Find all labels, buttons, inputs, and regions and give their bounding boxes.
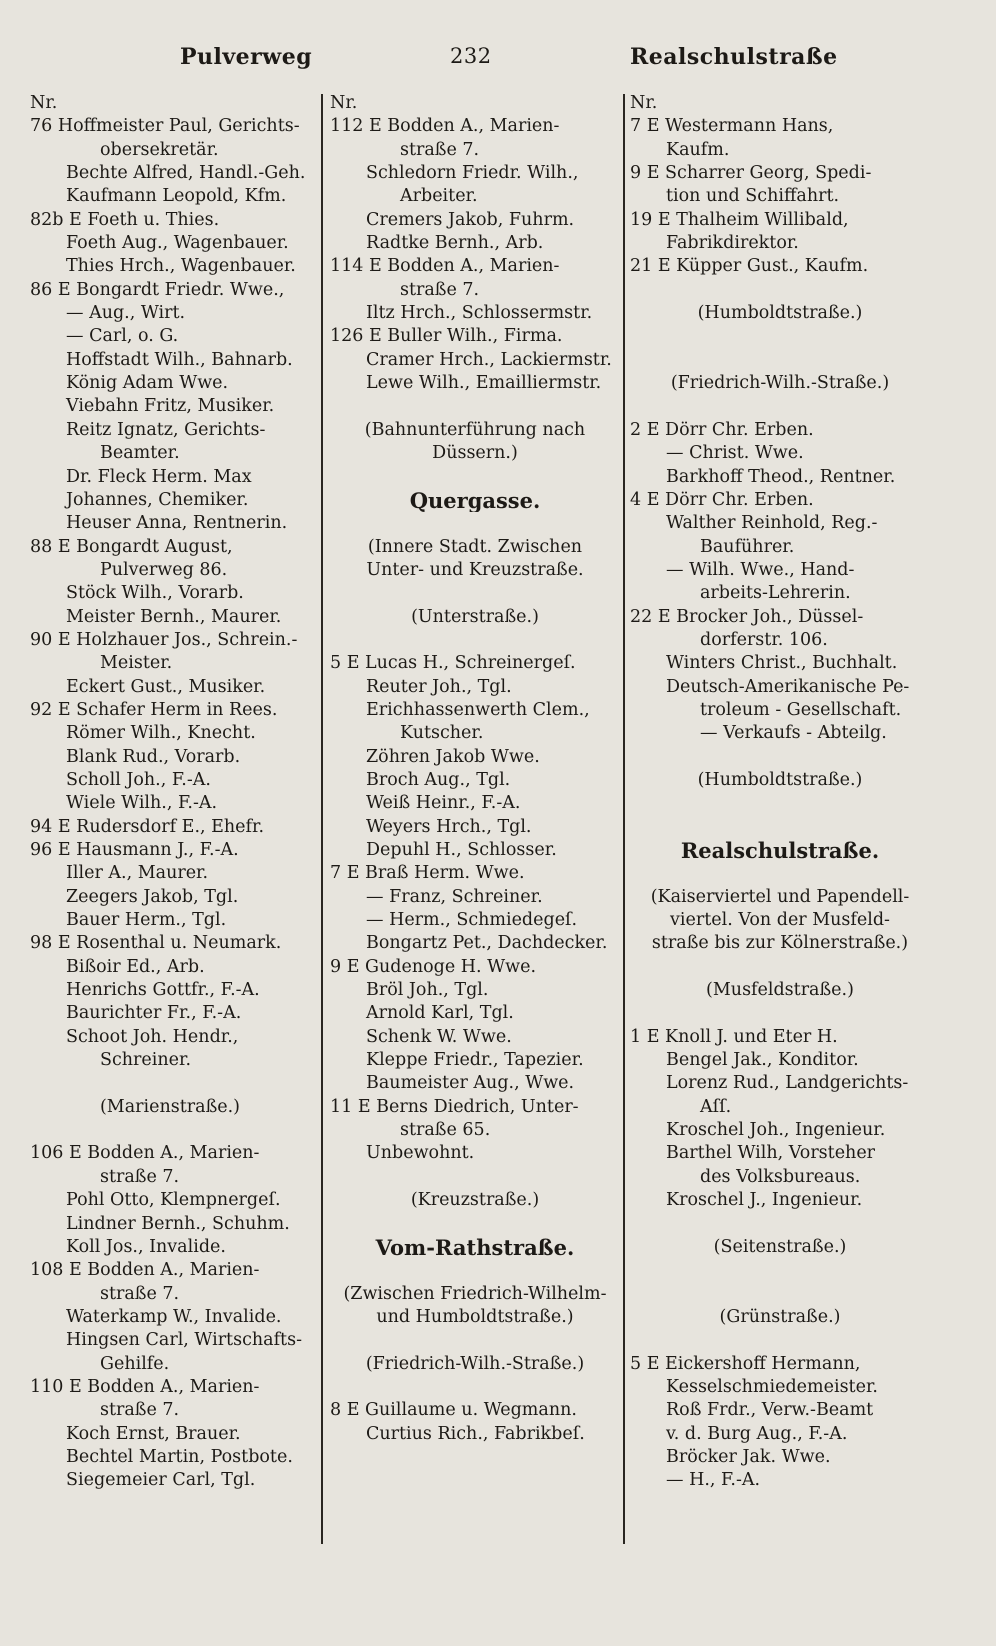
entry-line: Viebahn Fritz, Musiker. bbox=[66, 396, 275, 417]
entry-line: Siegemeier Carl, Tgl. bbox=[66, 1470, 256, 1491]
entry-line: des Volksbureaus. bbox=[700, 1166, 861, 1187]
street-heading: Realschulstraße. bbox=[680, 839, 880, 863]
entry-line: Radtke Bernh., Arb. bbox=[366, 233, 544, 254]
entry-line: Koch Ernst, Brauer. bbox=[66, 1423, 241, 1444]
column-right bbox=[630, 92, 930, 1493]
entry-line: Waterkamp W., Invalide. bbox=[66, 1306, 282, 1327]
entry-line: Foeth Aug., Wagenbauer. bbox=[66, 233, 289, 254]
entry-line: arbeits-Lehrerin. bbox=[700, 583, 851, 604]
entry-line: Bongartz Pet., Dachdecker. bbox=[366, 933, 608, 954]
cross-street-note: (Humboldtstraße.) bbox=[697, 769, 863, 790]
entry-line: dorferstr. 106. bbox=[700, 629, 828, 650]
entry-line: Nr. bbox=[30, 93, 58, 113]
entry-line: Lewe Wilh., Emailliermstr. bbox=[366, 373, 602, 394]
entry-line: Barthel Wilh, Vorsteher bbox=[666, 1143, 876, 1164]
entry-line: Bröl Joh., Tgl. bbox=[366, 980, 489, 1001]
entry-line: 86 E Bongardt Friedr. Wwe., bbox=[30, 279, 285, 300]
entry-line: Lindner Bernh., Schuhm. bbox=[66, 1213, 290, 1234]
cross-street-note: Unter- und Kreuzstraße. bbox=[366, 559, 584, 580]
entry-line: 90 E Holzhauer Jos., Schrein.- bbox=[30, 629, 298, 650]
entry-line: Kaufmann Leopold, Kfm. bbox=[66, 186, 287, 207]
entry-line: Nr. bbox=[630, 93, 658, 113]
entry-line: Bauer Herm., Tgl. bbox=[66, 910, 227, 931]
entry-line: Bauführer. bbox=[700, 536, 795, 557]
entry-line: — H., F.-A. bbox=[666, 1470, 761, 1491]
entry-line: 22 E Brocker Joh., Düssel- bbox=[630, 606, 864, 627]
entry-line: 96 E Hausmann J., F.-A. bbox=[30, 840, 239, 860]
entry-line: Koll Jos., Invalide. bbox=[66, 1236, 226, 1257]
entry-line: Roß Frdr., Verw.-Beamt bbox=[666, 1400, 874, 1421]
entry-line: Blank Rud., Vorarb. bbox=[66, 746, 241, 767]
cross-street-note: straße bis zur Kölnerstraße.) bbox=[651, 933, 909, 954]
entry-line: — Verkaufs - Abteilg. bbox=[700, 723, 887, 744]
entry-line: v. d. Burg Aug., F.-A. bbox=[666, 1423, 848, 1444]
entry-line bbox=[330, 466, 620, 489]
entry-line: Bechte Alfred, Handl.-Geh. bbox=[66, 163, 306, 184]
entry-line: Baumeister Aug., Wwe. bbox=[366, 1073, 575, 1094]
cross-street-note: (Humboldtstraße.) bbox=[697, 303, 863, 324]
entry-line: 5 E Lucas H., Schreinergeſ. bbox=[330, 653, 576, 674]
entry-line: 112 E Bodden A., Marien- bbox=[330, 116, 560, 137]
entry-line bbox=[630, 792, 930, 815]
column-left bbox=[30, 92, 310, 1493]
entry-line: Reuter Joh., Tgl. bbox=[366, 676, 512, 697]
entry-line: Kutscher. bbox=[400, 723, 484, 744]
entry-line: Römer Wilh., Knecht. bbox=[66, 723, 256, 744]
street-heading: Quergasse. bbox=[409, 488, 541, 513]
entry-line: Hingsen Carl, Wirtschafts- bbox=[66, 1330, 302, 1351]
entry-line: — Aug., Wirt. bbox=[66, 303, 186, 324]
entry-line: Iller A., Maurer. bbox=[66, 863, 209, 884]
entry-line: Pulverweg 86. bbox=[100, 559, 228, 580]
entry-line bbox=[630, 862, 930, 885]
entry-line: Hoffstadt Wilh., Bahnarb. bbox=[66, 349, 293, 370]
entry-line: 7 E Westermann Hans, bbox=[630, 116, 834, 137]
entry-line: — Franz, Schreiner. bbox=[366, 886, 543, 907]
entry-line: Kaufm. bbox=[666, 139, 730, 160]
entry-line: 114 E Bodden A., Marien- bbox=[330, 256, 560, 277]
entry-line bbox=[630, 956, 930, 979]
entry-line: Broch Aug., Tgl. bbox=[366, 769, 511, 790]
entry-line: 2 E Dörr Chr. Erben. bbox=[630, 419, 814, 440]
entry-line: König Adam Wwe. bbox=[66, 373, 229, 394]
entry-line: Henrichs Gottfr., F.-A. bbox=[66, 980, 260, 1001]
entry-line: troleum - Gesellschaft. bbox=[700, 699, 902, 720]
entry-line bbox=[630, 1329, 930, 1352]
entry-line: 88 E Bongardt August, bbox=[30, 536, 233, 557]
cross-street-note: (Zwischen Friedrich-Wilhelm- bbox=[343, 1283, 607, 1304]
entry-line bbox=[330, 582, 620, 605]
entry-line: Heuser Anna, Rentnerin. bbox=[66, 513, 288, 534]
entry-line bbox=[330, 512, 620, 535]
entry-line: Schenk W. Wwe. bbox=[366, 1026, 512, 1047]
entry-line: 110 E Bodden A., Marien- bbox=[30, 1376, 260, 1397]
entry-line: 126 E Buller Wilh., Firma. bbox=[330, 326, 563, 347]
entry-line: Schledorn Friedr. Wilh., bbox=[366, 163, 579, 184]
cross-street-note: viertel. Von der Musfeld- bbox=[670, 910, 890, 931]
entry-line: Arbeiter. bbox=[400, 186, 478, 207]
entry-line: straße 7. bbox=[400, 139, 480, 160]
entry-line: Thies Hrch., Wagenbauer. bbox=[66, 256, 296, 277]
entry-line: Curtius Rich., Fabrikbeſ. bbox=[366, 1423, 585, 1444]
entry-line: 9 E Scharrer Georg, Spedi- bbox=[630, 163, 872, 184]
entry-line: Dr. Fleck Herm. Max bbox=[66, 466, 252, 487]
entry-line: Kroschel J., Ingenieur. bbox=[666, 1190, 863, 1211]
running-head-left: Pulverweg bbox=[180, 44, 313, 70]
entry-line: obersekretär. bbox=[100, 139, 219, 160]
cross-street-note: (Friedrich-Wilh.-Straße.) bbox=[670, 373, 890, 394]
entry-line: 9 E Gudenoge H. Wwe. bbox=[330, 956, 537, 977]
entry-line: Arnold Karl, Tgl. bbox=[366, 1003, 514, 1024]
entry-line: 76 Hoffmeister Paul, Gerichts- bbox=[30, 116, 300, 137]
entry-line: Weyers Hrch., Tgl. bbox=[366, 816, 532, 837]
street-heading: Vom-Rathstraße. bbox=[375, 1235, 575, 1260]
entry-line: 108 E Bodden A., Marien- bbox=[30, 1260, 260, 1281]
entry-line: 7 E Braß Herm. Wwe. bbox=[330, 863, 525, 884]
column-divider bbox=[321, 94, 323, 1544]
entry-line bbox=[330, 1213, 620, 1236]
entry-line: Zeegers Jakob, Tgl. bbox=[66, 886, 239, 907]
entry-line: Meister Bernh., Maurer. bbox=[66, 606, 282, 627]
cross-street-note: (Friedrich-Wilh.-Straße.) bbox=[365, 1353, 585, 1374]
entry-line: 21 E Küpper Gust., Kaufm. bbox=[630, 256, 869, 277]
running-head-right: Realschulstraße bbox=[630, 44, 838, 70]
entry-line: Bröcker Jak. Wwe. bbox=[666, 1446, 831, 1467]
cross-street-note: (Bahnunterführung nach bbox=[364, 419, 586, 440]
entry-line: — Carl, o. G. bbox=[66, 326, 179, 347]
entry-line: Pohl Otto, Klempnergeſ. bbox=[66, 1190, 281, 1211]
entry-line: Winters Christ., Buchhalt. bbox=[666, 653, 898, 674]
entry-line: straße 7. bbox=[400, 279, 480, 300]
entry-line bbox=[630, 816, 930, 839]
entry-line: 8 E Guillaume u. Wegmann. bbox=[330, 1400, 577, 1421]
entry-line bbox=[630, 349, 930, 372]
page-number: 232 bbox=[450, 44, 492, 68]
entry-line bbox=[630, 279, 930, 302]
entry-line: Bechtel Martin, Postbote. bbox=[66, 1446, 293, 1467]
entry-line: Wiele Wilh., F.-A. bbox=[66, 793, 218, 814]
entry-line: straße 7. bbox=[100, 1400, 180, 1421]
entry-line bbox=[630, 1259, 930, 1282]
entry-line: tion und Schiffahrt. bbox=[666, 186, 840, 207]
entry-line: Barkhoff Theod., Rentner. bbox=[666, 466, 896, 487]
cross-street-note: (Innere Stadt. Zwischen bbox=[367, 536, 583, 557]
entry-line: 98 E Rosenthal u. Neumark. bbox=[30, 933, 282, 954]
entry-line bbox=[630, 1213, 930, 1236]
entry-line: Depuhl H., Schlosser. bbox=[366, 840, 557, 860]
entry-line: Meister. bbox=[100, 653, 173, 674]
entry-line: Reitz Ignatz, Gerichts- bbox=[66, 419, 266, 440]
entry-line: Bißoir Ed., Arb. bbox=[66, 956, 205, 977]
entry-line: Aſſ. bbox=[700, 1096, 732, 1117]
entry-line: Zöhren Jakob Wwe. bbox=[366, 746, 540, 767]
entry-line: — Christ. Wwe. bbox=[666, 443, 804, 464]
entry-line: — Wilh. Wwe., Hand- bbox=[666, 559, 855, 580]
cross-street-note: Düssern.) bbox=[432, 443, 518, 464]
entry-line bbox=[630, 1283, 930, 1306]
entry-line bbox=[30, 1072, 310, 1095]
entry-line bbox=[330, 1329, 620, 1352]
column-middle bbox=[330, 92, 620, 1446]
entry-line: straße 7. bbox=[100, 1283, 180, 1304]
entry-line: 5 E Eickershoff Hermann, bbox=[630, 1353, 861, 1374]
entry-line: Cremers Jakob, Fuhrm. bbox=[366, 209, 575, 230]
entry-line: Scholl Joh., F.-A. bbox=[66, 769, 211, 790]
entry-line: 11 E Berns Diedrich, Unter- bbox=[330, 1096, 579, 1117]
entry-line: 19 E Thalheim Willibald, bbox=[630, 209, 849, 230]
entry-line: straße 65. bbox=[400, 1120, 491, 1141]
entry-line bbox=[330, 395, 620, 418]
entry-line: Walther Reinhold, Reg.- bbox=[666, 513, 878, 534]
entry-line: Kesselschmiedemeister. bbox=[666, 1376, 878, 1397]
entry-line: Nr. bbox=[330, 93, 358, 113]
entry-line: Iltz Hrch., Schlossermstr. bbox=[366, 303, 593, 324]
entry-line: Schreiner. bbox=[100, 1050, 192, 1071]
cross-street-note: (Kreuzstraße.) bbox=[410, 1190, 540, 1211]
entry-line: 94 E Rudersdorf E., Ehefr. bbox=[30, 816, 265, 837]
entry-line bbox=[630, 746, 930, 769]
entry-line: Stöck Wilh., Vorarb. bbox=[66, 583, 244, 604]
entry-line: Eckert Gust., Musiker. bbox=[66, 676, 266, 697]
entry-line bbox=[630, 395, 930, 418]
entry-line: 1 E Knoll J. und Eter H. bbox=[630, 1026, 838, 1047]
cross-street-note: (Kaiserviertel und Papendell- bbox=[650, 886, 910, 907]
entry-line: Lorenz Rud., Landgerichts- bbox=[666, 1073, 909, 1094]
entry-line: Beamter. bbox=[100, 443, 180, 464]
entry-line bbox=[330, 629, 620, 652]
cross-street-note: (Marienstraße.) bbox=[99, 1096, 241, 1117]
entry-line bbox=[330, 1166, 620, 1189]
entry-line bbox=[330, 1376, 620, 1399]
cross-street-note: und Humboldtstraße.) bbox=[376, 1306, 574, 1327]
cross-street-note: (Seitenstraße.) bbox=[713, 1236, 847, 1257]
cross-street-note: (Grünstraße.) bbox=[719, 1306, 841, 1327]
entry-line: Weiß Heinr., F.-A. bbox=[366, 793, 521, 814]
entry-line: 106 E Bodden A., Marien- bbox=[30, 1143, 260, 1164]
entry-line bbox=[30, 1119, 310, 1142]
entry-line: Kleppe Friedr., Tapezier. bbox=[366, 1050, 584, 1071]
entry-line: — Herm., Schmiedegeſ. bbox=[366, 910, 578, 931]
entry-line: 82b E Foeth u. Thies. bbox=[30, 209, 220, 230]
cross-street-note: (Unterstraße.) bbox=[411, 606, 539, 627]
entry-line: Deutsch-Amerikanische Pe- bbox=[666, 676, 910, 697]
entry-line: Gehilfe. bbox=[100, 1353, 170, 1374]
entry-line: straße 7. bbox=[100, 1166, 180, 1187]
entry-line: Schoot Joh. Hendr., bbox=[66, 1026, 239, 1047]
entry-line bbox=[330, 1259, 620, 1282]
entry-line: 4 E Dörr Chr. Erben. bbox=[630, 489, 814, 510]
entry-line: Cramer Hrch., Lackiermstr. bbox=[366, 349, 612, 370]
entry-line: Baurichter Fr., F.-A. bbox=[66, 1003, 242, 1024]
entry-line bbox=[630, 1002, 930, 1025]
cross-street-note: (Musfeldstraße.) bbox=[706, 980, 854, 1001]
entry-line: Kroschel Joh., Ingenieur. bbox=[666, 1120, 886, 1141]
entry-line: Johannes, Chemiker. bbox=[66, 489, 249, 510]
entry-line: Unbewohnt. bbox=[366, 1143, 475, 1164]
entry-line bbox=[630, 325, 930, 348]
entry-line: Fabrikdirektor. bbox=[666, 233, 799, 254]
entry-line: 92 E Schafer Herm in Rees. bbox=[30, 699, 278, 720]
entry-line: Erichhassenwerth Clem., bbox=[366, 699, 590, 720]
column-divider bbox=[623, 94, 625, 1544]
entry-line: Bengel Jak., Konditor. bbox=[666, 1050, 859, 1071]
